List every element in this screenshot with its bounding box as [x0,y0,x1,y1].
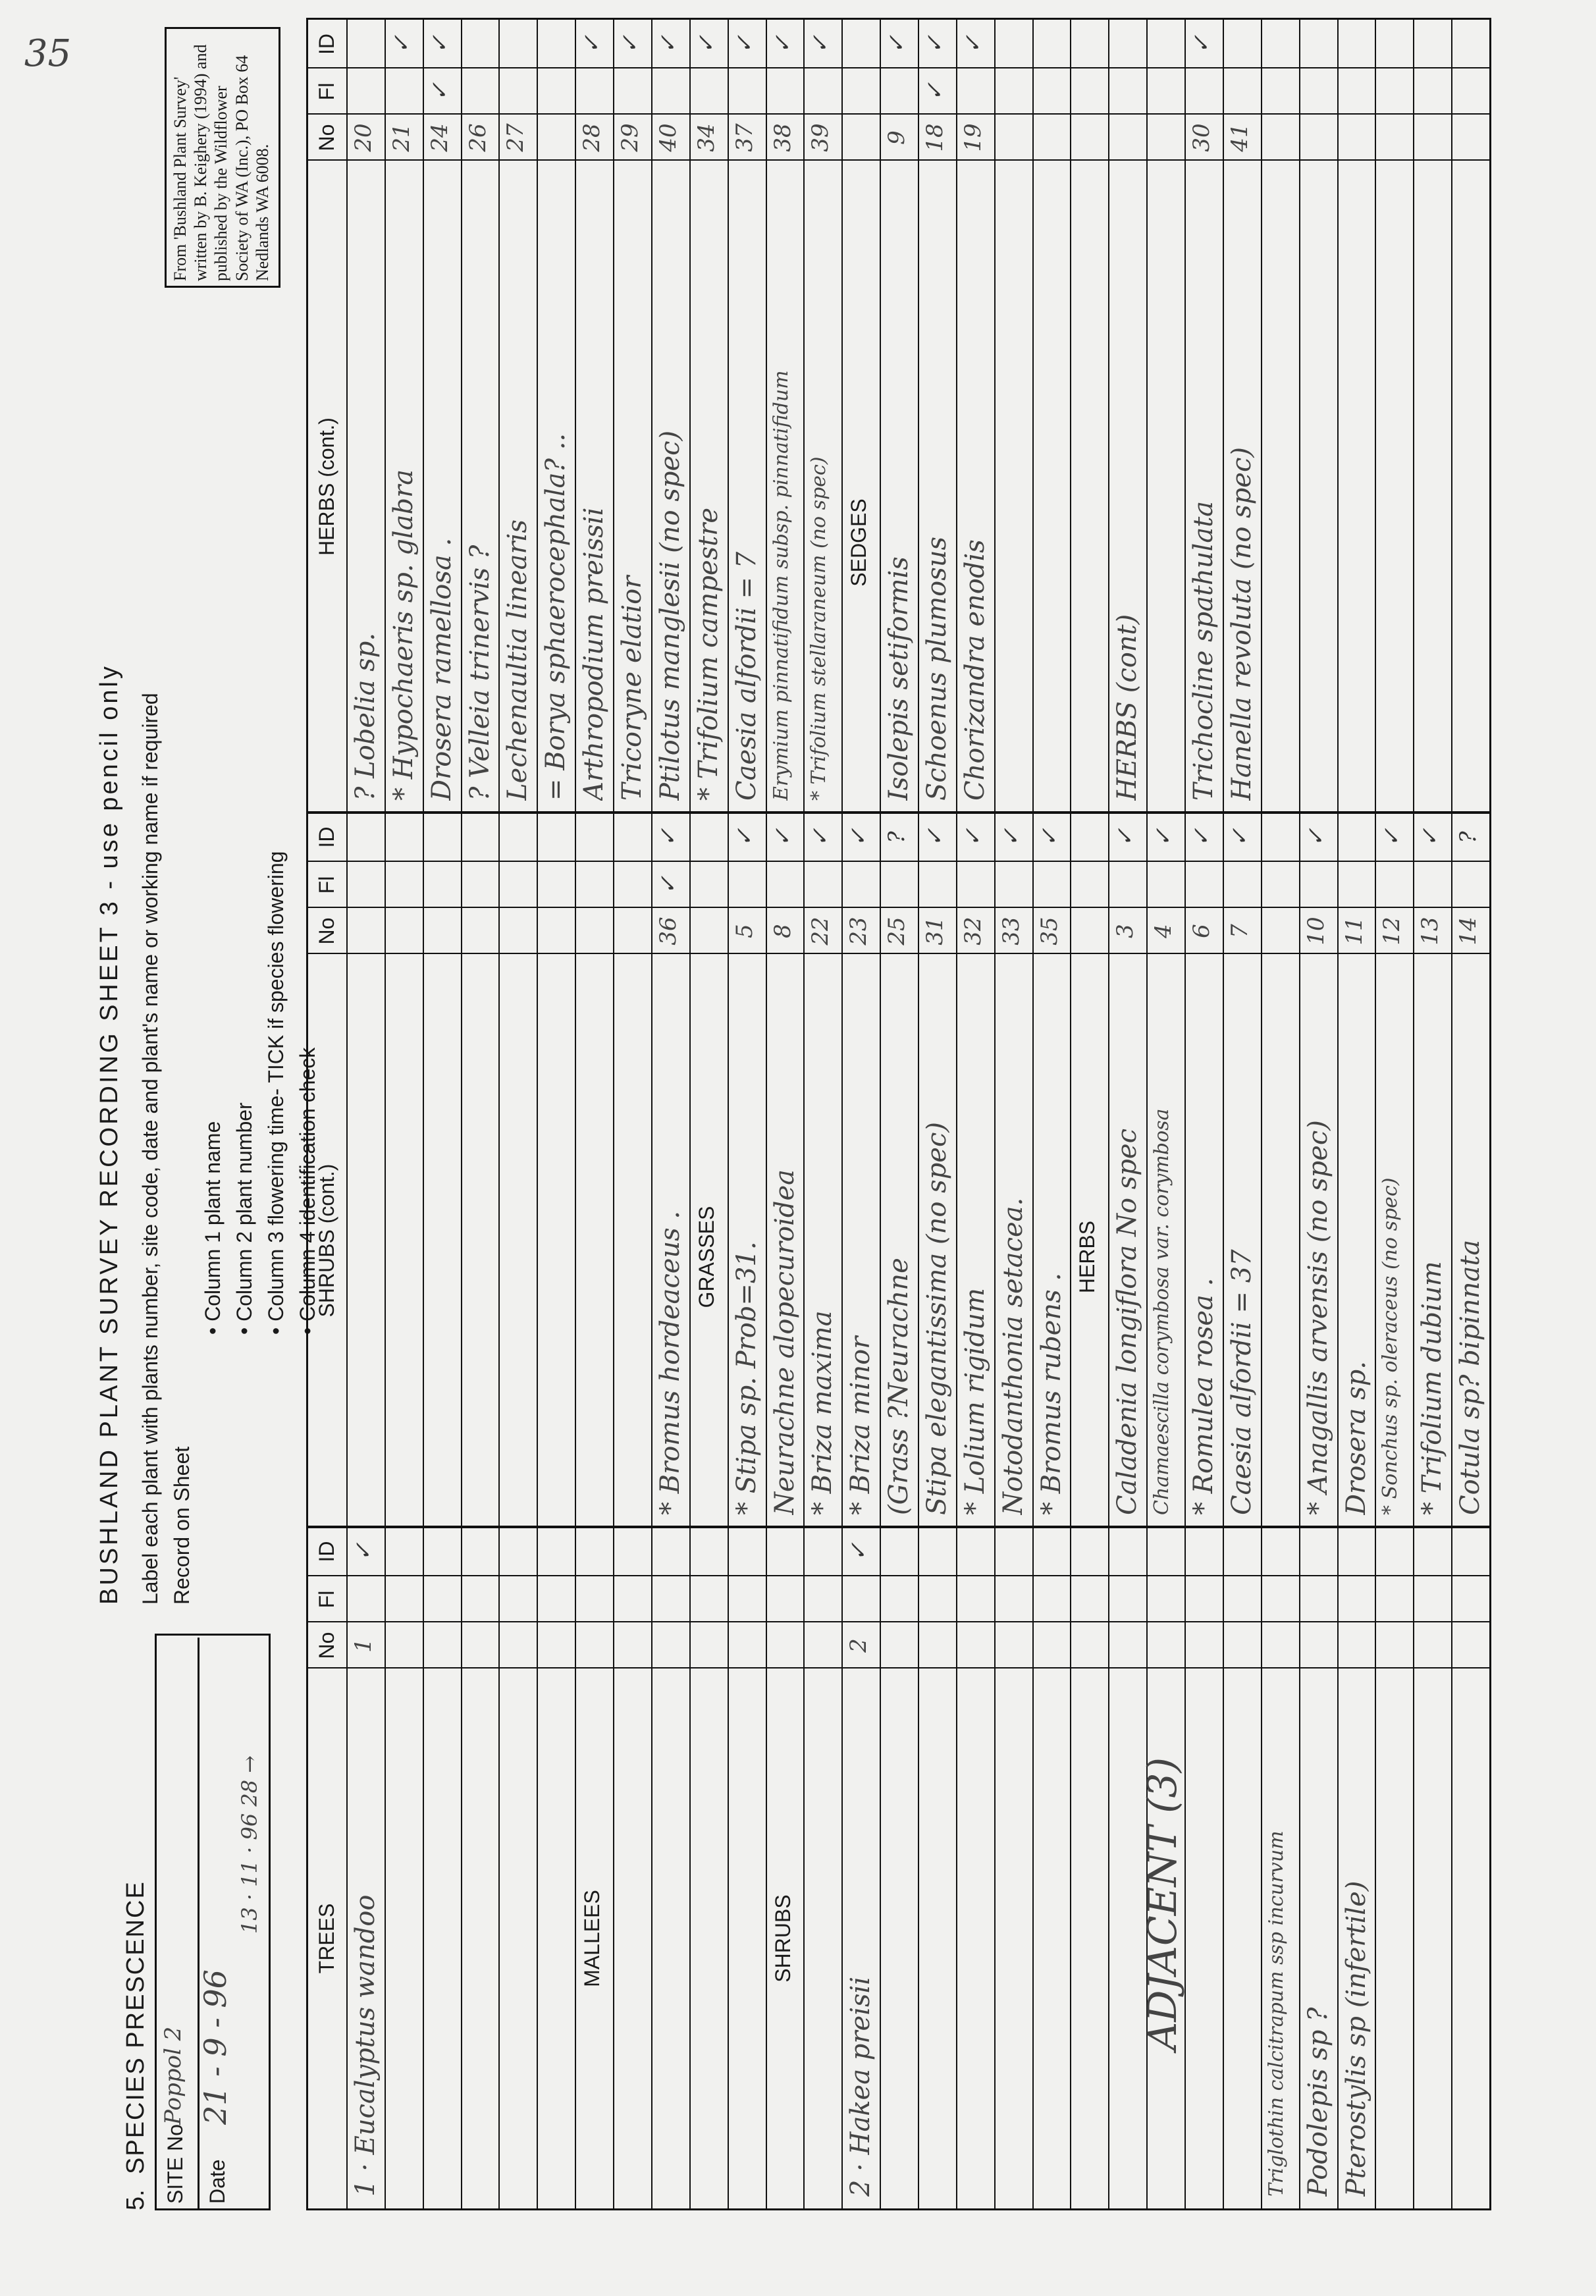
panel-1-row-1-id-check[interactable]: ✓ [350,1542,377,1561]
instruction-line-2: Record on Sheet [170,1446,194,1605]
panel-2-row-29-species-name[interactable]: * Trifolium dubium [1417,1261,1448,1515]
column-legend-1: • Column 1 plant name [201,1121,225,1335]
site-value[interactable]: Poppol 2 [160,2026,186,2125]
panel-3-row-8-plant-number[interactable]: 29 [617,123,644,152]
panel-3-row-11-species-name[interactable]: Caesia alfordii = 7 [731,551,762,801]
panel-3-row-23-plant-number[interactable]: 30 [1188,123,1215,152]
panel-3-row-9-species-name[interactable]: Ptilotus manglesii (no spec) [654,430,685,801]
panel-2-row-13-plant-number[interactable]: 22 [807,917,834,946]
main-title: BUSHLAND PLANT SURVEY RECORDING SHEET 3 - use pencil only [95,664,123,1605]
panel-1-row-1-species-name[interactable]: 1 · Eucalyptus wandoo [350,1894,381,2197]
panel-3-row-7-plant-number[interactable]: 28 [579,123,606,152]
panel-3-row-6-species-name[interactable]: = Borya sphaerocephala? .. [541,433,572,801]
panel-2-row-23-plant-number[interactable]: 6 [1188,924,1215,938]
page-number: 35 [24,32,72,75]
panel-2-row-28-id-check[interactable]: ✓ [1379,828,1406,847]
panel-2-row-12-id-check[interactable]: ✓ [769,828,796,847]
panel-2-row-29-id-check[interactable]: ✓ [1417,828,1444,847]
panel-2-row-27-plant-number[interactable]: 11 [1341,917,1368,946]
panel-2-row-17-plant-number[interactable]: 32 [959,917,986,946]
panel-3-row-10-species-name[interactable]: * Trifolium campestre [693,507,724,801]
panel-2-row-16-plant-number[interactable]: 31 [922,917,948,946]
panel-3-row-24-plant-number[interactable]: 41 [1226,123,1253,152]
panel-2-row-17-species-name[interactable]: * Lolium rigidum [959,1288,990,1515]
panel-2-row-28-plant-number[interactable]: 12 [1379,917,1406,946]
panel-3-row-5-species-name[interactable]: Lechenaultia linearis [502,520,533,801]
section-number: 5. [122,2189,149,2210]
panel-2-row-14-id-check[interactable]: ✓ [845,828,872,847]
panel-2-row-13-id-check[interactable]: ✓ [807,828,834,847]
panel-2-row-22-species-name[interactable]: Chamaescilla corymbosa var. corymbosa [1150,1108,1174,1515]
panel-3-row-15-species-name[interactable]: Isolepis setiformis [884,556,915,801]
panel-3-row-1-plant-number[interactable]: 20 [350,123,377,152]
panel-2-row-24-id-check[interactable]: ✓ [1226,828,1253,847]
panel-2-row-12-plant-number[interactable]: 8 [769,924,796,938]
panel-3-row-12-id-check[interactable]: ✓ [769,34,796,54]
panel-3-row-21-species-name[interactable]: HERBS (cont) [1112,614,1143,801]
panel-1-row-26-species-name[interactable]: Podolepis sp ? [1302,2007,1333,2197]
panel-3-row-4-plant-number[interactable]: 26 [464,123,491,152]
panel-2-row-24-plant-number[interactable]: 7 [1226,924,1253,938]
panel-2-row-17-id-check[interactable]: ✓ [959,828,986,847]
panel-2-row-26-id-check[interactable]: ✓ [1302,828,1329,847]
panel-3-row-12-species-name[interactable]: Erymium pinnatifidum subsp. pinnatifidum [769,370,793,801]
panel-2-row-15-id-check[interactable]: ? [884,831,911,843]
panel-2-row-13-species-name[interactable]: * Briza maxima [807,1310,838,1515]
panel-3-row-5-plant-number[interactable]: 27 [502,123,529,152]
instruction-line-1: Label each plant with plants number, site code, date and plant's name or working name if required [138,693,162,1605]
panel-3-row-17-species-name[interactable]: Chorizandra enodis [959,539,990,801]
panel-2-no-header: No [315,917,338,945]
panel-1-no-header: No [315,1632,338,1659]
sedges-label: SEDGES [847,498,871,587]
panel-2-row-19-plant-number[interactable]: 35 [1036,917,1063,946]
panel-2-row-9-flowering[interactable]: ✓ [654,875,681,895]
panel-1-row-25-species-name[interactable]: Triglothin calcitrapum ssp incurvum [1264,1830,1288,2197]
adjacent-label: ADJACENT (3) [1140,1757,1186,2050]
panel-2-row-28-species-name[interactable]: * Sonchus sp. oleraceus (no spec) [1379,1177,1402,1515]
panel-3-row-17-plant-number[interactable]: 19 [959,123,986,152]
panel-1-row-27-species-name[interactable]: Pterostylis sp (infertile) [1341,1881,1371,2197]
panel-2-row-21-species-name[interactable]: Caladenia longiflora No spec [1112,1129,1143,1515]
panel-3-row-11-id-check[interactable]: ✓ [731,34,758,54]
panel-3-row-8-id-check[interactable]: ✓ [617,34,644,54]
panel-3-row-12-plant-number[interactable]: 38 [769,123,796,152]
credit-text: From 'Bushland Plant Survey' written by B. Keighery (1994) and published by the Wildflower Society of WA (Inc.), PO Box 64 Nedlands WA 6008. [171,44,272,281]
panel-2-row-11-id-check[interactable]: ✓ [731,828,758,847]
panel-3-row-2-plant-number[interactable]: 21 [388,123,415,152]
date-label: Date [205,2159,229,2204]
panel-2-row-23-id-check[interactable]: ✓ [1188,828,1215,847]
panel-3-row-15-id-check[interactable]: ✓ [884,34,911,54]
panel-3-panel-title: HERBS (cont.) [315,417,338,556]
panel-3-row-2-species-name[interactable]: * Hypochaeris sp. glabra [388,469,419,801]
panel-2-row-15-species-name[interactable]: (Grass ?Neurachne [884,1258,915,1515]
panel-3-row-3-species-name[interactable]: Drosera ramellosa . [426,537,457,801]
panel-2-row-26-species-name[interactable]: * Anagallis arvensis (no spec) [1302,1120,1333,1515]
panel-3-row-23-species-name[interactable]: Trichocline spathulata [1188,500,1219,801]
panel-2-panel-title: SHRUBS (cont.) [315,1163,338,1318]
panel-1-id-header: ID [315,1541,338,1562]
panel-2-row-23-species-name[interactable]: * Romulea rosea . [1188,1277,1219,1515]
panel-2-row-9-id-check[interactable]: ✓ [654,828,681,847]
panel-3-row-15-plant-number[interactable]: 9 [884,130,911,145]
panel-3-row-4-species-name[interactable]: ? Velleia trinervis ? [464,545,495,801]
panel-3-row-17-id-check[interactable]: ✓ [959,34,986,54]
panel-2-row-22-id-check[interactable]: ✓ [1150,828,1177,847]
column-legend-2: • Column 2 plant number [232,1102,256,1335]
panel-3-row-7-id-check[interactable]: ✓ [579,34,606,54]
panel-2-row-9-plant-number[interactable]: 36 [654,917,681,946]
section-title: SPECIES PRESCENCE [122,1881,149,2174]
panel-3-row-13-species-name[interactable]: * Trifolium stellaraneum (no spec) [807,456,831,801]
panel-3-row-9-id-check[interactable]: ✓ [654,34,681,54]
site-label: SITE No [163,2124,187,2204]
panel-2-row-15-plant-number[interactable]: 25 [884,917,911,946]
herbs-label: HERBS [1075,1220,1100,1294]
grasses-label: GRASSES [694,1206,718,1308]
panel-3-row-10-plant-number[interactable]: 34 [693,123,720,152]
panel-3-row-2-id-check[interactable]: ✓ [388,34,415,54]
panel-2-row-16-species-name[interactable]: Stipa elegantissima (no spec) [922,1122,952,1515]
panel-2-row-14-species-name[interactable]: * Briza minor [845,1336,876,1515]
panel-2-row-18-species-name[interactable]: Notodanthonia setacea. [998,1197,1028,1515]
panel-2-row-16-id-check[interactable]: ✓ [922,828,948,847]
panel-2-row-24-species-name[interactable]: Caesia alfordii = 37 [1226,1249,1257,1515]
panel-2-row-19-species-name[interactable]: * Bromus rubens . [1036,1272,1067,1515]
panel-2-fl-header: Fl [315,876,338,894]
panel-2-row-9-species-name[interactable]: * Bromus hordeaceus . [654,1210,685,1515]
panel-3-id-header: ID [315,34,338,55]
panel-2-row-12-species-name[interactable]: Neurachne alopecuroidea [769,1169,800,1515]
date-value-2[interactable]: 13 · 11 · 96 28 → [237,1755,262,1934]
column-legend-4: • Column 4 identification check [296,1047,319,1335]
panel-3-row-3-flowering[interactable]: ✓ [426,82,453,101]
panel-3-row-16-id-check[interactable]: ✓ [922,34,948,54]
panel-2-row-19-id-check[interactable]: ✓ [1036,828,1063,847]
panel-3-row-24-species-name[interactable]: Hanella revoluta (no spec) [1226,447,1257,801]
panel-3-row-9-plant-number[interactable]: 40 [654,123,681,152]
panel-1-row-14-plant-number[interactable]: 2 [845,1638,872,1653]
panel-2-row-11-plant-number[interactable]: 5 [731,924,758,938]
panel-3-row-13-plant-number[interactable]: 39 [807,123,834,152]
panel-1-panel-title: TREES [315,1903,338,1974]
panel-3-row-16-species-name[interactable]: Schoenus plumosus [922,536,952,801]
panel-3-row-23-id-check[interactable]: ✓ [1188,34,1215,54]
panel-3-row-1-species-name[interactable]: ? Lobelia sp. [350,632,381,801]
panel-3-row-7-species-name[interactable]: Arthropodium preissii [579,507,610,801]
panel-3-row-16-plant-number[interactable]: 18 [922,123,948,152]
panel-2-row-27-species-name[interactable]: Drosera sp. [1341,1360,1371,1515]
panel-3-row-3-plant-number[interactable]: 24 [426,123,453,152]
species-table [306,18,1491,2210]
panel-2-row-18-plant-number[interactable]: 33 [998,917,1024,946]
panel-3-row-16-flowering[interactable]: ✓ [922,82,948,101]
panel-3-row-10-id-check[interactable]: ✓ [693,34,720,54]
panel-2-row-21-plant-number[interactable]: 3 [1112,924,1139,938]
panel-2-row-11-species-name[interactable]: * Stipa sp. Prob=31. [731,1241,762,1515]
panel-1-row-1-plant-number[interactable]: 1 [350,1638,377,1653]
panel-3-row-3-id-check[interactable]: ✓ [426,34,453,54]
panel-2-row-30-species-name[interactable]: Cotula sp? bipinnata [1455,1239,1486,1515]
panel-2-row-14-plant-number[interactable]: 23 [845,917,872,946]
mallees-label: MALLEES [580,1890,604,1987]
panel-1-fl-header: Fl [315,1590,338,1609]
panel-1-row-14-id-check[interactable]: ✓ [845,1542,872,1561]
panel-2-row-18-id-check[interactable]: ✓ [998,828,1024,847]
shrubs-label: SHRUBS [770,1894,795,1983]
panel-2-row-26-plant-number[interactable]: 10 [1302,917,1329,946]
column-legend-3: • Column 3 flowering time- TICK if species flowering [264,851,288,1335]
panel-2-row-30-id-check[interactable]: ? [1455,831,1482,843]
panel-1-row-14-species-name[interactable]: 2 · Hakea preisii [845,1976,876,2197]
panel-2-row-21-id-check[interactable]: ✓ [1112,828,1139,847]
panel-3-row-8-species-name[interactable]: Tricoryne elatior [617,575,648,801]
panel-2-row-30-plant-number[interactable]: 14 [1455,917,1482,946]
panel-2-row-29-plant-number[interactable]: 13 [1417,917,1444,946]
date-value[interactable]: 21 - 9 - 96 [198,1969,233,2125]
panel-3-row-13-id-check[interactable]: ✓ [807,34,834,54]
panel-3-row-11-plant-number[interactable]: 37 [731,123,758,152]
panel-2-id-header: ID [315,826,338,848]
panel-2-row-22-plant-number[interactable]: 4 [1150,924,1177,938]
panel-3-fl-header: Fl [315,82,338,101]
panel-3-no-header: No [315,124,338,151]
